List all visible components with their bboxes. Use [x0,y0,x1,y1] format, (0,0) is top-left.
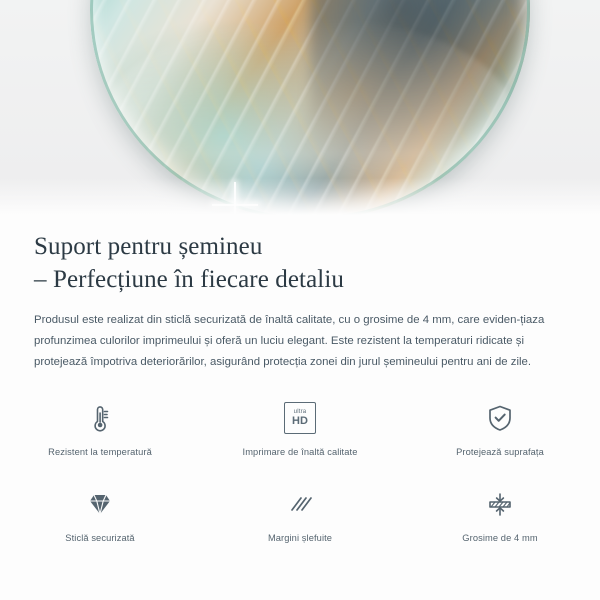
shield-check-icon [483,398,517,438]
feature-label: Imprimare de înaltă calitate [242,447,358,457]
feature-label: Margini șlefuite [267,533,333,543]
ultra-hd-top-text: ultra [293,409,307,415]
thickness-icon [482,484,518,524]
thermometer-icon [83,398,117,438]
headline-line-1: Suport pentru șemineu [34,233,263,260]
feature-item-print-quality [200,398,400,476]
feature-item-tempered-glass [0,484,200,562]
feature-item-thickness [400,484,600,562]
feature-item-polished-edges [200,484,400,562]
content-block [0,218,600,373]
ultra-hd-bottom-text: HD [292,415,308,427]
polished-edges-icon [283,484,317,524]
diamond-icon [83,484,117,524]
page-title [0,218,600,296]
feature-label: Rezistent la temperatură [48,447,152,457]
feature-label: Sticlă securizată [65,533,135,543]
feature-grid [0,398,600,562]
headline-line-2: – Perfecțiune în fiecare detaliu [34,266,344,293]
hero-fade-overlay [0,178,600,218]
feature-label: Protejează suprafața [456,447,544,457]
ultra-hd-icon [284,398,316,438]
feature-item-temperature [0,398,200,476]
feature-label: Grosime de 4 mm [462,533,538,543]
body-paragraph: Produsul este realizat din sticlă securizată de înaltă calitate, cu o grosime de 4 mm, care eviden-țiaza profunzimea culorilor imprimeului și oferă un luciu elegant. Este rezistent la temperaturi ridicate și protejează împotriva deteriorărilor, asigurând protecția zonei din jurul șemineului pentru ani de zile. [34,314,545,369]
feature-item-surface-protection [400,398,600,476]
hero-image [0,0,600,218]
